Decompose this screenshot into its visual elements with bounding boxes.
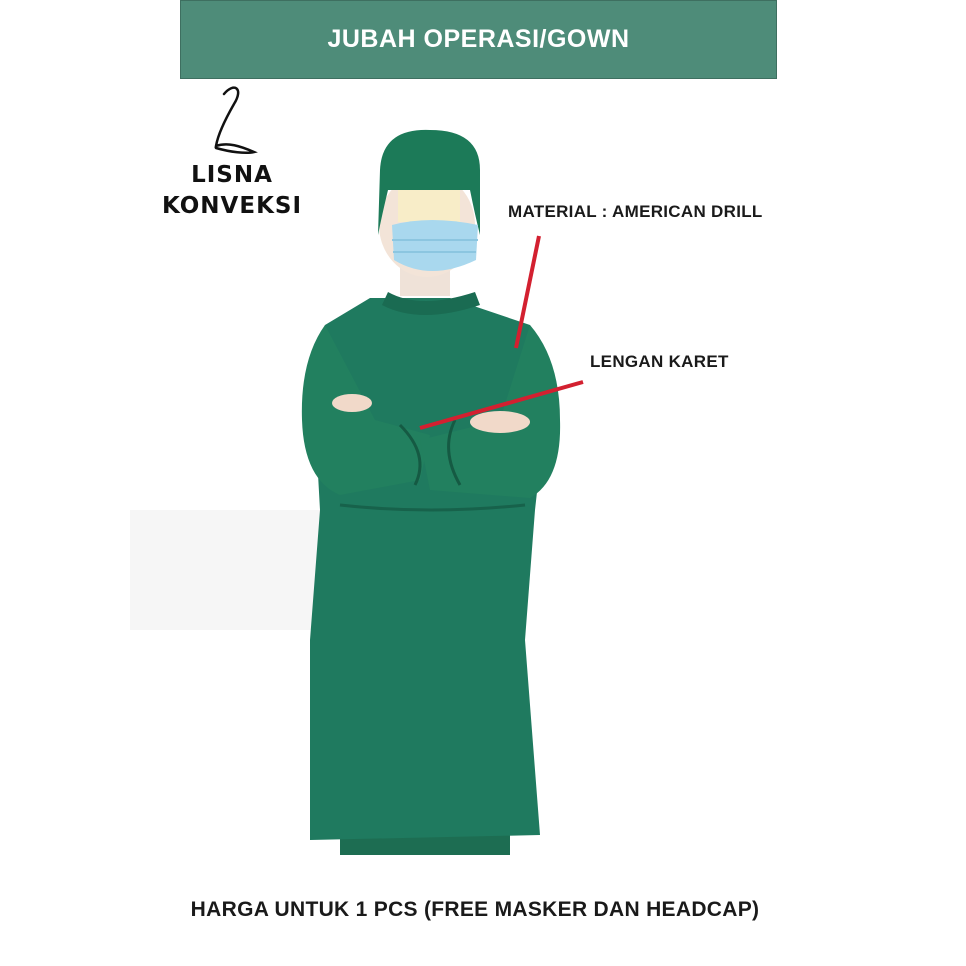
price-note: HARGA UNTUK 1 PCS (FREE MASKER DAN HEADCAP)	[190, 898, 760, 921]
callout-material: MATERIAL : AMERICAN DRILL	[508, 202, 763, 221]
brand-name-line1: LISNA	[191, 162, 273, 188]
brand-name-line2: KONVEKSI	[161, 193, 303, 219]
callout-sleeve: LENGAN KARET	[590, 352, 729, 371]
banner-title: JUBAH OPERASI/GOWN	[327, 25, 630, 53]
title-banner	[180, 0, 777, 79]
gown-model-photo	[130, 120, 690, 860]
